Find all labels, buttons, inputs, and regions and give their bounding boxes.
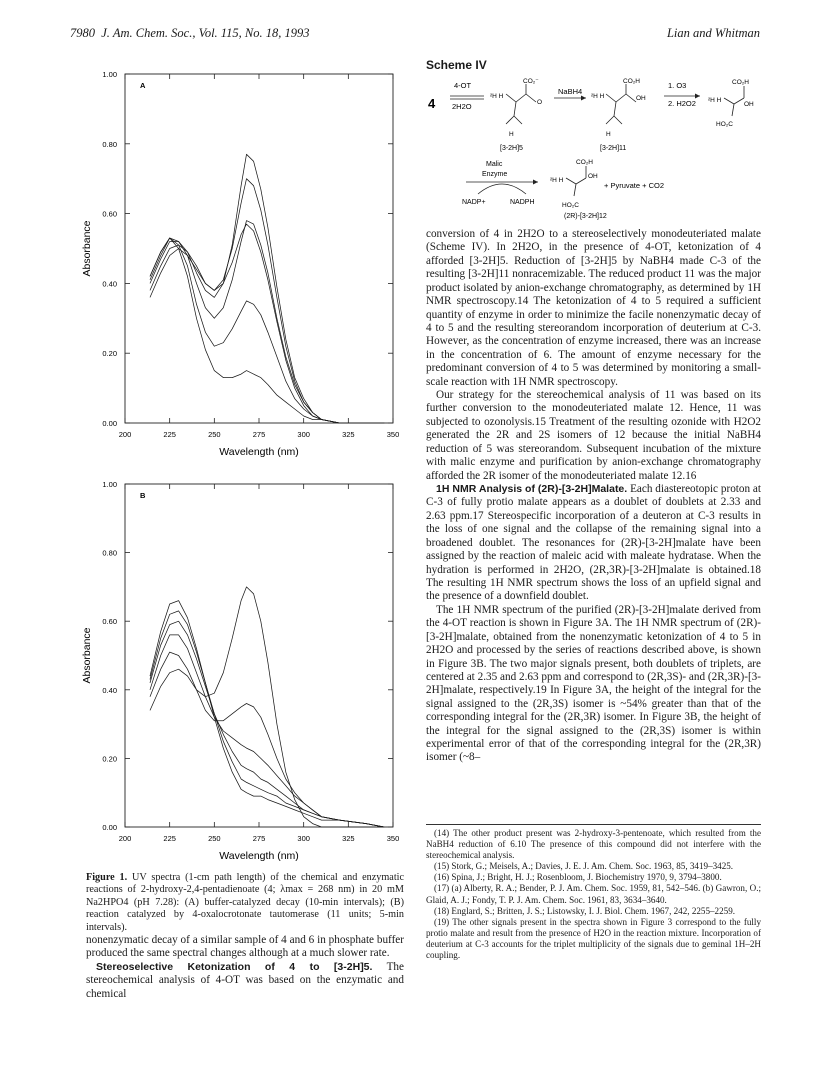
chart-b-spectrum-line-2	[150, 652, 384, 827]
chart-a-x-tick-label: 350	[386, 430, 400, 439]
chart-a-spectrum-line-3	[150, 154, 384, 423]
scheme-diagram	[426, 74, 756, 224]
uv-spectrum-chart-a	[70, 60, 410, 470]
chart-a-y-axis-title: Absorbance	[81, 220, 93, 277]
chart-a-x-tick-label: 225	[163, 430, 176, 439]
right-paragraph-4: The 1H NMR spectrum of the purified (2R)-[3-2H]malate derived from the 4-OT reaction is shown in Figure 3A. The 1H NMR spectrum of (2R)-[3-2H]malate, obtained from the nonenzymatic ketonization of 4 to 5 in 2H2O and processed by the series of reactions described above, is shown in Figure 3B. The two major signals present, both doublets of triplets, are centered at 2.35 and 2.63 ppm and correspond to (2R,3S)- and (2R,3R)-[3-2H]malate, respectively.19 In Figure 3A, the height of the integral for the signal assigned to the (2R,3S) isomer is ~54% greater than that of the corresponding integral for the (2R,3R) isomer. In Figure 3B, the height of the integral for the signal assigned to the (2R,3S) isomer is within experimental error of that of the corresponding integral for the (2R,3R) isomer (~8–	[426, 603, 761, 764]
left-paragraph-2: Stereoselective Ketonization of 4 to [3-2H]5. The stereochemical analysis of 4-OT was based on the enzymatic and chemical	[86, 960, 404, 1000]
structure-5-atoms: ²H H	[490, 93, 504, 100]
chart-a-y-tick-label: 0.20	[102, 349, 117, 359]
chart-b-y-tick-label: 1.00	[102, 480, 117, 489]
chart-b-spectrum-line-3	[150, 635, 384, 827]
footnote-18: (18) Englard, S.; Britten, J. S.; Listowsky, I. J. Biol. Chem. 1967, 242, 2255–2259.	[434, 905, 736, 916]
left-column-text	[86, 934, 404, 1001]
chart-b-y-axis-title: Absorbance	[81, 627, 93, 684]
structure-12-product	[566, 166, 586, 196]
figure-caption	[86, 872, 404, 934]
uv-spectrum-chart-b	[70, 470, 410, 870]
cofactor-arc	[478, 184, 526, 194]
compound-11-label: [3-2H]11	[600, 145, 627, 152]
scheme-products: + Pyruvate + CO2	[604, 181, 665, 190]
arrow3-reagent-top: 1. O3	[668, 81, 687, 90]
arrow2-head	[581, 96, 586, 101]
structure-5-co2: CO₂⁻	[523, 78, 539, 85]
compound-5-label: [3-2H]5	[500, 145, 523, 152]
chart-a-y-tick-label: 0.60	[102, 209, 117, 219]
compound-12-label: (2R)-[3-2H]12	[564, 213, 607, 220]
chart-b-y-tick-label: 0.40	[102, 685, 117, 695]
section-heading-ketonization: Stereoselective Ketonization of 4 to [3-2H]5.	[96, 960, 373, 973]
structure-11-h: H	[606, 131, 611, 138]
chart-a-spectrum-line-5	[150, 238, 384, 423]
chart-a-x-tick-label: 325	[342, 430, 355, 439]
chart-b-x-axis-title: Wavelength (nm)	[219, 850, 299, 862]
figure-panel-a	[70, 60, 410, 470]
chart-b-x-tick-label: 250	[208, 834, 221, 843]
structure-5-h: H	[509, 131, 514, 138]
structure-11-atoms: ²H H	[591, 93, 605, 100]
chart-b-x-tick-label: 325	[342, 834, 355, 843]
right-paragraph-2: Our strategy for the stereochemical analysis of 11 was based on its further conversion to the monodeuteriated malate 12. Hence, 11 was subjected to ozonolysis.15 Treatment of the resulting ozonide with H2O2 generated the 2R and 2S isomers of 12 because the initial NaBH4 reduction of 5 was stereorandom. Subsequent incubation of the mixture with malic enzyme and purification by anion-exchange chromatography afforded the 2R isomer of the monodeuteriated malate 12.16	[426, 389, 761, 482]
chart-a-y-tick-label: 1.00	[102, 70, 117, 79]
arrow1-reagent-bottom: 2H2O	[452, 102, 472, 111]
arrow1-reagent-top: 4-OT	[454, 81, 472, 90]
chart-b-x-tick-label: 200	[118, 834, 132, 843]
structure-12-oh: OH	[744, 101, 754, 108]
chart-b-x-tick-label: 350	[386, 834, 400, 843]
running-authors: Lian and Whitman	[666, 26, 760, 40]
footnote-rule	[426, 824, 761, 825]
enzyme-arrow-head	[533, 180, 538, 185]
chart-b-spectrum-line-4	[150, 621, 384, 827]
scheme-title: Scheme IV	[426, 58, 487, 72]
chart-a-x-tick-label: 275	[252, 430, 266, 439]
structure-12-atoms: ²H H	[708, 97, 722, 104]
left-paragraph-1: nonenzymatic decay of a similar sample of 4 and 6 in phosphate buffer produced the same spectral changes although at a much slower rate.	[86, 934, 404, 960]
footnote-16: (16) Spina, J.; Bright, H. J.; Rosenbloom, J. Biochemistry 1970, 9, 3794–3800.	[434, 872, 722, 883]
page-number-journal: 7980 J. Am. Chem. Soc., Vol. 115, No. 18, 1993	[70, 26, 310, 40]
arrow2-reagent: NaBH4	[558, 87, 583, 96]
chart-a-y-tick-label: 0.40	[102, 279, 117, 289]
structure-12-ho2c: HO₂C	[716, 121, 733, 128]
structure-12	[724, 86, 744, 116]
chart-b-spectrum-line-1	[150, 587, 384, 827]
section-heading-nmr: 1H NMR Analysis of (2R)-[3-2H]Malate.	[436, 483, 628, 496]
chart-a-y-tick-label: 0.00	[102, 419, 117, 428]
chart-a-plot-frame	[125, 74, 393, 423]
right-column-text	[426, 228, 761, 765]
figure-panel-b	[70, 470, 410, 870]
footnote-19: (19) The other signals present in the spectra shown in Figure 3 correspond to the fully protio malate and result from the presence of H2O in the reaction mixture. Incorporation of deuterium at C-3 accounts for the triplet multiplicity of the signals due to geminal 1H–2H coupling.	[426, 916, 761, 961]
arrow3-head	[695, 94, 700, 99]
structure-5-o: O	[537, 99, 543, 106]
chart-a-spectrum-line-1	[150, 224, 384, 423]
chart-b-y-tick-label: 0.80	[102, 548, 117, 558]
structure-12b-co2h: CO₂H	[576, 159, 593, 166]
cofactor-left: NADP+	[462, 199, 486, 206]
chart-b-y-tick-label: 0.60	[102, 617, 117, 627]
figure-caption-text: UV spectra (1-cm path length) of the chemical and enzymatic reactions of 2-hydroxy-2,4-pentadienoate (4; λmax = 268 nm) in 20 mM Na2HPO4 (pH 7.28): (A) buffer-catalyzed decay (10-min intervals); (B) reaction catalyzed by 4-oxalocrotonate tautomerase (11 units; 5-min intervals).	[86, 872, 405, 933]
structure-5	[506, 84, 536, 124]
right-paragraph-1: conversion of 4 in 2H2O to a stereoselectively monodeuteriated malate (Scheme IV). In 2H2O, in the presence of 4-OT, ketonization of 4 afforded [3-2H]5. Reduction of [3-2H]5 by NaBH4 made C-3 of the resulting [3-2H]11 nonracemizable. The reduced product 11 was the major product isolated by anion-exchange chromatography, as determined by 1H NMR spectroscopy.14 The ketonization of 4 to 5 required a sufficient quantity of enzyme in order to minimize the facile nonenzymatic decay of 4 to 5 and the resulting stereorandom incorporation of deuterium at C-3. However, as the concentration of enzyme increased, there was an increase in the concentration of 6. The amount of enzyme necessary for the predominant conversion of 4 to 5 was determined by monitoring a small-scale reaction with 1H NMR spectroscopy.	[426, 228, 761, 388]
footnote-15: (15) Stork, G.; Meisels, A.; Davies, J. E. J. Am. Chem. Soc. 1963, 85, 3419–3425.	[434, 861, 734, 872]
chart-b-plot-frame	[125, 484, 393, 827]
chart-a-spectrum-line-4	[150, 221, 384, 423]
chart-a-panel-letter: A	[140, 81, 146, 90]
footnote-14: (14) The other product present was 2-hydroxy-3-pentenoate, which resulted from the NaBH4 reduction of 6.10 The presence of this compound did not interfere with the stereochemical analysis.	[426, 828, 761, 861]
structure-12b-ho2c: HO₂C	[562, 202, 579, 209]
chart-a-y-tick-label: 0.80	[102, 139, 117, 149]
cofactor-right: NADPH	[510, 199, 535, 206]
chart-b-x-tick-label: 300	[297, 834, 310, 843]
scheme-iv	[426, 74, 756, 224]
chart-a-x-tick-label: 200	[118, 430, 132, 439]
enzyme-label-top: Malic	[486, 161, 503, 168]
footnote-17: (17) (a) Alberty, R. A.; Bender, P. J. Am. Chem. Soc. 1959, 81, 542–546. (b) Gawron, O.; Glaid, A. J.; Fondy, T. P. J. Am. Chem. Soc. 1961, 83, 3634–3640.	[426, 883, 761, 905]
chart-b-y-tick-label: 0.00	[102, 823, 117, 832]
chart-b-spectrum-line-5	[150, 611, 384, 827]
chart-a-x-tick-label: 250	[208, 430, 221, 439]
compound-4-label: 4	[428, 96, 436, 111]
structure-12-co2h: CO₂H	[732, 79, 749, 86]
chart-b-spectrum-line-6	[150, 601, 384, 827]
running-header	[70, 26, 760, 44]
arrow3-reagent-bottom: 2. H2O2	[668, 99, 696, 108]
chart-a-spectrum-line-2	[150, 179, 384, 423]
structure-11	[606, 84, 636, 124]
structure-12b-oh: OH	[588, 173, 598, 180]
chart-b-y-tick-label: 0.20	[102, 754, 117, 764]
footnotes	[426, 828, 761, 961]
enzyme-label-bottom: Enzyme	[482, 171, 508, 178]
chart-a-x-axis-title: Wavelength (nm)	[219, 446, 299, 458]
figure-caption-label: Figure 1.	[86, 872, 128, 883]
chart-b-x-tick-label: 275	[252, 834, 266, 843]
structure-11-oh: OH	[636, 95, 646, 102]
right-paragraph-3: 1H NMR Analysis of (2R)-[3-2H]Malate. Each diastereotopic proton at C-3 of fully protio malate appears as a doublet of doublets at 2.33 and 2.63 ppm.17 Stereospecific incorporation of a deuteron at C-3 results in the loss of one signal and the collapse of the remaining signal into a broadened doublet. The resonances for (2R)-[3-2H]malate have been assigned by the reaction of maleic acid with maleate hydratase. When the hydration is performed in 2H2O, (2R,3R)-[3-2H]malate is obtained.18 The resulting 1H NMR spectrum shows the loss of an upfield signal and the presence of a downfield doublet.	[426, 483, 762, 603]
structure-11-co2h: CO₂H	[623, 78, 640, 85]
chart-a-x-tick-label: 300	[297, 430, 310, 439]
structure-12b-atoms: ²H H	[550, 177, 564, 184]
chart-b-x-tick-label: 225	[163, 834, 176, 843]
chart-b-panel-letter: B	[140, 491, 146, 500]
